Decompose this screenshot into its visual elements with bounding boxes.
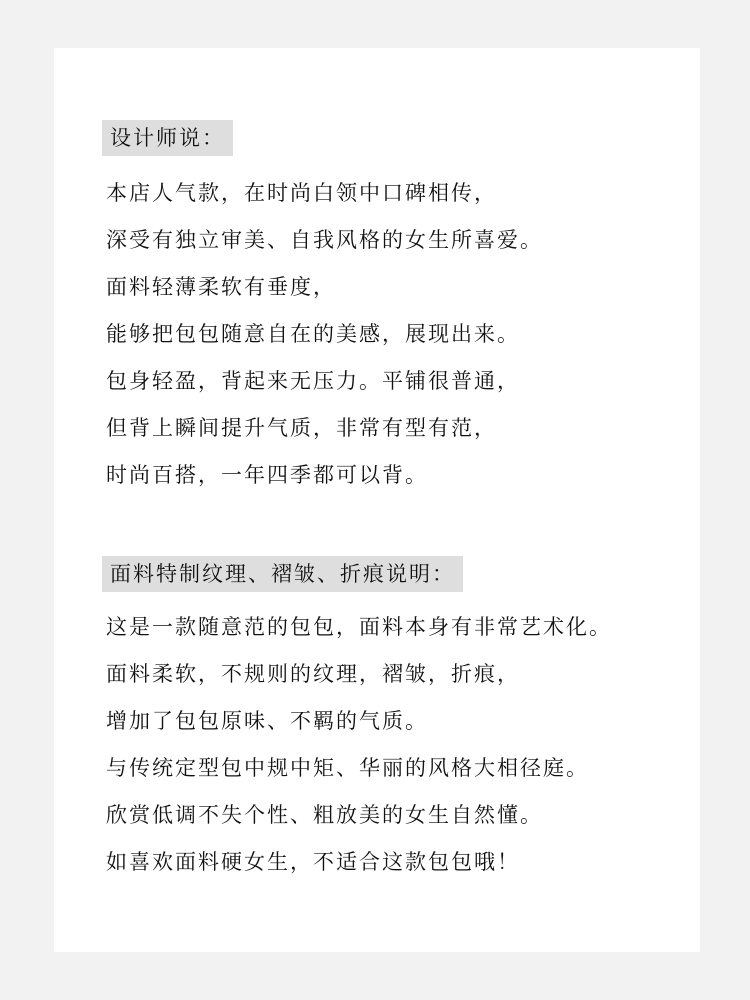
- text-line: 面料轻薄柔软有垂度，: [106, 275, 336, 299]
- text-line: 欣赏低调不失个性、粗放美的女生自然懂。: [106, 803, 543, 827]
- paragraph-block: [106, 604, 696, 886]
- section-heading: 面料特制纹理、褶皱、折痕说明：: [102, 556, 463, 592]
- content-card: [54, 48, 700, 952]
- text-line: 本店人气款，在时尚白领中口碑相传，: [106, 181, 497, 205]
- text-line: 能够把包包随意自在的美感，展现出来。: [106, 322, 520, 346]
- fabric-notes-section: [106, 556, 696, 886]
- text-line: 如喜欢面料硬女生，不适合这款包包哦！: [106, 850, 520, 874]
- text-line: 这是一款随意范的包包，面料本身有非常艺术化。: [106, 615, 612, 639]
- text-line: 与传统定型包中规中矩、华丽的风格大相径庭。: [106, 756, 589, 780]
- text-line: 深受有独立审美、自我风格的女生所喜爱。: [106, 228, 543, 252]
- designer-notes-section: [106, 120, 696, 499]
- paragraph-block: [106, 170, 696, 499]
- text-line: 时尚百搭，一年四季都可以背。: [106, 463, 428, 487]
- text-line: 增加了包包原味、不羁的气质。: [106, 709, 428, 733]
- text-line: 包身轻盈，背起来无压力。平铺很普通，: [106, 369, 520, 393]
- text-line: 但背上瞬间提升气质，非常有型有范，: [106, 416, 497, 440]
- section-heading: 设计师说：: [102, 120, 233, 156]
- text-line: 面料柔软，不规则的纹理，褶皱，折痕，: [106, 662, 520, 686]
